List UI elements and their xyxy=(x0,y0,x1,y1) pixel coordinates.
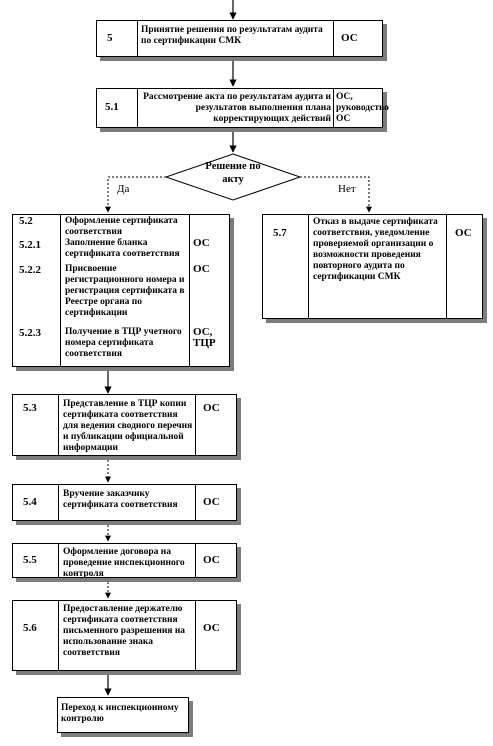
step-5-2-1-number: 5.2.1 xyxy=(19,239,41,251)
step-5-1-box xyxy=(96,88,389,128)
step-5-3-number: 5.3 xyxy=(23,402,37,414)
step-5-5-box xyxy=(12,543,237,578)
step-5-7-text: Отказ в выдаче сертификата соответствия, уведомление проверяемой организации о возможности проведения повторного аудита по сертификации СМК xyxy=(313,217,438,282)
step-5-4-number: 5.4 xyxy=(23,496,37,508)
end-box xyxy=(57,697,189,733)
step-5-3-box xyxy=(12,394,237,456)
step-5-7-who: ОС xyxy=(455,227,472,239)
step-5-1-who: ОС, руководство ОС xyxy=(336,92,389,124)
step-5-5-number: 5.5 xyxy=(23,554,37,566)
step-5-5-text: Оформление договора на проведение инспекционного контроля xyxy=(63,547,185,579)
step-5-2-number: 5.2 xyxy=(19,215,33,227)
step-5-2-1-who: ОС xyxy=(193,237,210,249)
step-5-1-text: Рассмотрение акта по результатам аудита и результатов выполнения плана корректирующих действий xyxy=(143,92,331,124)
step-5-1-number: 5.1 xyxy=(105,101,119,113)
step-5-text: Принятие решения по результатам аудита по сертификации СМК xyxy=(141,25,323,46)
step-5-4-text: Вручение заказчику сертификата соответствия xyxy=(63,489,178,510)
step-5-7-number: 5.7 xyxy=(273,227,287,239)
step-5-number: 5 xyxy=(107,32,113,44)
step-5-5-who: ОС xyxy=(203,554,220,566)
step-5-who: ОС xyxy=(341,32,358,44)
step-5-6-who: ОС xyxy=(203,622,220,634)
step-5-3-text: Представление в ТЦР копии сертификата соответствия для ведения сводного перечня и публикации официальной информации xyxy=(63,399,193,453)
step-5-6-text: Предоставление держателю сертификата соответствия письменного разрешения на использование знака соответствия xyxy=(63,604,186,658)
step-5-2-2-who: ОС xyxy=(193,263,210,275)
step-5-6-box xyxy=(12,600,237,671)
step-5-2-3-text: Получение в ТЦР учетного номера сертификата соответствия xyxy=(65,327,182,359)
step-5-2-2-text: Присвоение регистрационного номера и регистрация сертификата в Реестре органа по сертификации xyxy=(65,264,185,318)
end-text: Переход к инспекционному контролю xyxy=(61,703,179,724)
step-5-2-3-who: ОС, ТЦР xyxy=(193,326,216,349)
step-5-7-box xyxy=(262,214,483,319)
step-5-box xyxy=(96,20,383,57)
step-5-2-text: Оформление сертификата соответствия xyxy=(65,216,178,237)
step-5-4-who: ОС xyxy=(203,496,220,508)
step-5-4-box xyxy=(12,484,237,521)
step-5-2-3-number: 5.2.3 xyxy=(19,327,41,339)
step-5-6-number: 5.6 xyxy=(23,622,37,634)
step-5-2-box xyxy=(12,214,230,367)
step-5-3-who: ОС xyxy=(203,402,220,414)
no-label: Нет xyxy=(338,183,356,195)
step-5-2-2-number: 5.2.2 xyxy=(19,264,41,276)
arrow-no-branch xyxy=(300,177,369,212)
yes-label: Да xyxy=(117,183,130,195)
decision-text: Решение по акту xyxy=(205,161,261,185)
step-5-2-1-text: Заполнение бланка сертификата соответствия xyxy=(65,238,180,259)
